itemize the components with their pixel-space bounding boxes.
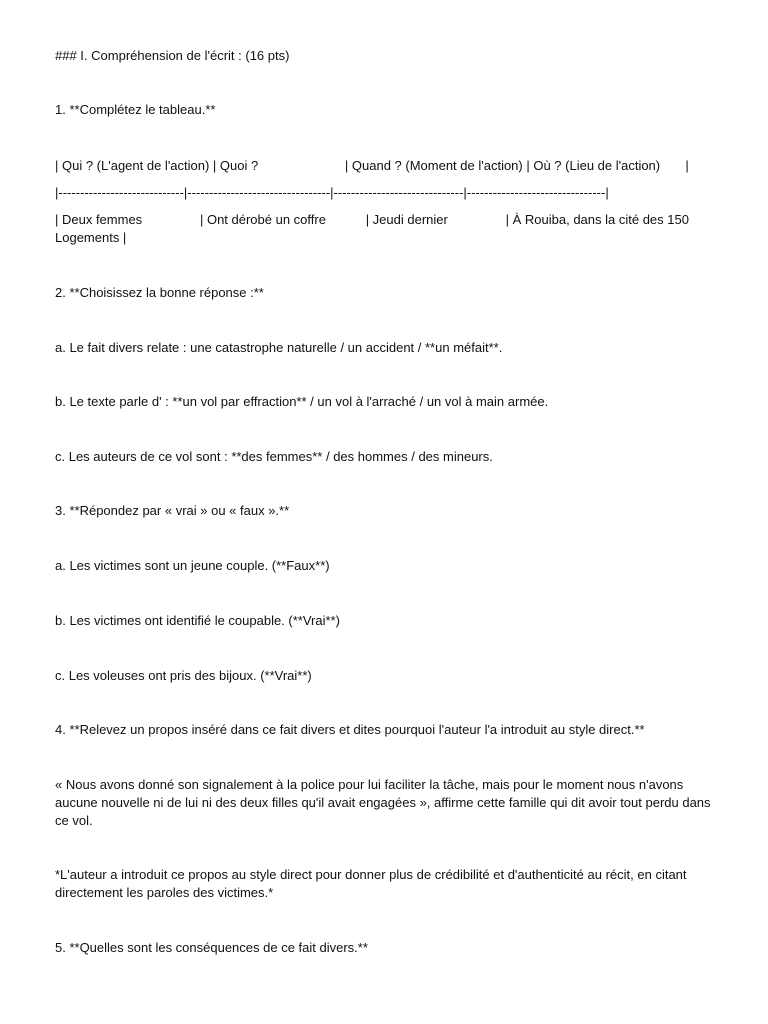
question-4-answer: *L'auteur a introduit ce propos au style direct pour donner plus de crédibilité et d'authenticité au récit, en citant directement les paroles des victimes.* (55, 867, 691, 900)
question-3: 3. **Répondez par « vrai » ou « faux ».** (55, 503, 290, 518)
question-3c: c. Les voleuses ont pris des bijoux. (**Vrai**) (55, 668, 312, 683)
question-2b: b. Le texte parle d' : **un vol par effraction** / un vol à l'arraché / un vol à main armée. (55, 394, 549, 409)
section-heading: ### I. Compréhension de l'écrit : (16 pts) (55, 48, 290, 63)
question-2: 2. **Choisissez la bonne réponse :** (55, 285, 264, 300)
question-4: 4. **Relevez un propos inséré dans ce fait divers et dites pourquoi l'auteur l'a introduit au style direct.** (55, 722, 645, 737)
question-4-quote: « Nous avons donné son signalement à la police pour lui faciliter la tâche, mais pour le moment nous n'avons aucune nouvelle ni de lui ni des deux filles qu'il avait engagées », affirme cette famille qui dit avoir tout perdu dans ce vol. (55, 777, 715, 828)
question-3a: a. Les victimes sont un jeune couple. (**Faux**) (55, 558, 330, 573)
table-header-row: | Qui ? (L'agent de l'action) | Quoi ? | Quand ? (Moment de l'action) | Où ? (Lieu de l'action) | (55, 158, 689, 173)
question-1: 1. **Complétez le tableau.** (55, 102, 216, 117)
question-2c: c. Les auteurs de ce vol sont : **des femmes** / des hommes / des mineurs. (55, 449, 493, 464)
table-separator-row: |-----------------------------|---------------------------------|------------------------------|--------------------------------| (55, 185, 609, 200)
question-2a: a. Le fait divers relate : une catastrophe naturelle / un accident / **un méfait**. (55, 340, 503, 355)
question-3b: b. Les victimes ont identifié le coupable. (**Vrai**) (55, 613, 340, 628)
question-5: 5. **Quelles sont les conséquences de ce fait divers.** (55, 940, 368, 955)
table-data-row: | Deux femmes | Ont dérobé un coffre | Jeudi dernier | À Rouiba, dans la cité des 150 Logements | (55, 212, 693, 245)
